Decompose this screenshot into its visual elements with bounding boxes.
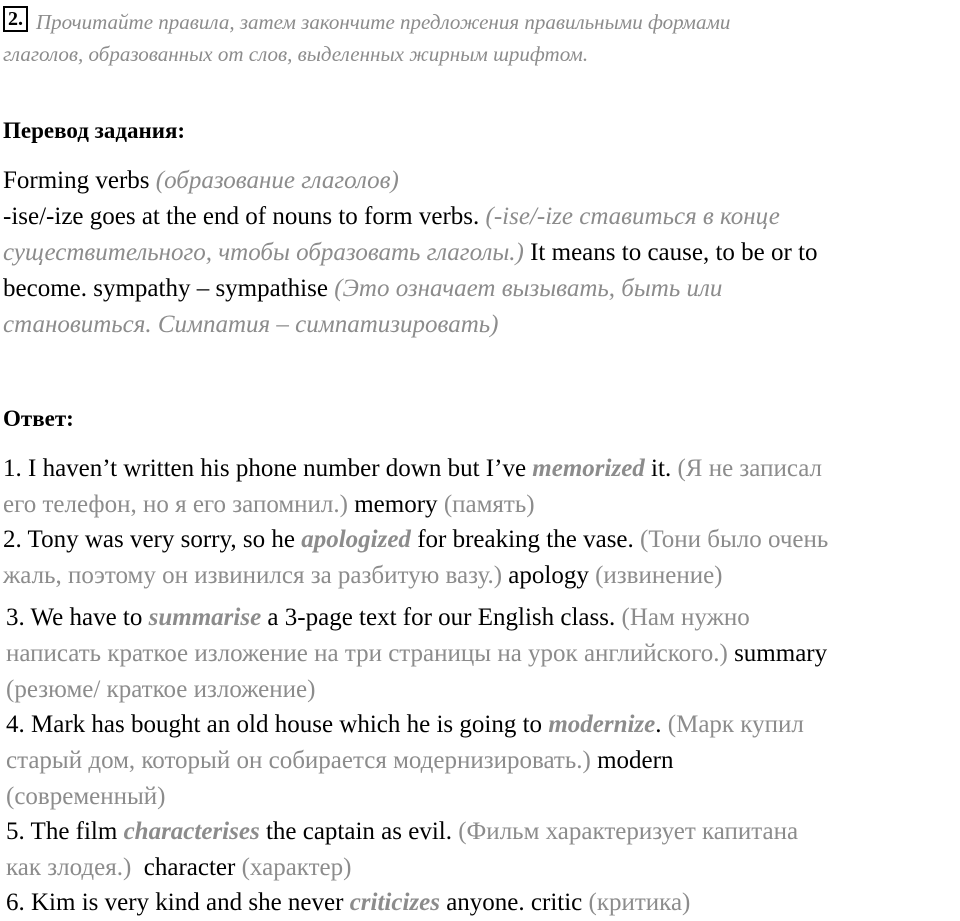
answer-line [3,522,960,558]
translation-en: become. sympathy – sympathise [3,275,335,302]
source-word-translation: (извинение) [588,562,723,589]
translation-ru: жаль, поэтому он извинился за разбитую вазу.) [3,562,503,589]
translation-ru: (Нам нужно [615,604,750,631]
answer-item-3 [6,600,960,708]
sentence-text: 6. Kim is very kind and she never [6,889,350,916]
source-word: summary [727,640,828,667]
source-word: apology [502,562,589,589]
keyword: apologized [301,526,411,553]
answer-item-6 [6,885,960,921]
translation-text [3,163,958,343]
keyword: criticizes [349,889,440,916]
source-word: character [131,854,236,881]
translation-ru: (Тони было очень [633,526,829,553]
task-instruction [3,6,953,70]
answer-item-2 [3,522,960,594]
sentence-text: for breaking the vase. [410,526,634,553]
source-word: modern [590,747,674,774]
sentence-text: the captain as evil. [259,818,452,845]
answer-line [3,558,960,594]
answer-item-4 [6,707,960,815]
translation-ru: (Я не записал [671,455,823,482]
translation-line-2 [3,199,958,235]
sentence-text: 5. The film [6,818,124,845]
translation-en: It means to cause, to be or to [523,239,818,266]
answer-item-1 [3,451,960,523]
translation-ru: его телефон, но я его запомнил.) [3,491,348,518]
translation-heading: Перевод задания: [3,118,186,143]
translation-line-5 [3,307,958,343]
translation-ru: (-ise/-ize ставиться в конце [485,203,780,230]
sentence-text: 3. We have to [6,604,149,631]
keyword: memorized [532,455,645,482]
source-word: memory [347,491,438,518]
keyword: modernize [548,711,656,738]
answer-item-5 [6,814,960,886]
translation-ru: (Это означает вызывать, быть или [334,275,723,302]
keyword: summarise [148,604,262,631]
answer-line [3,451,960,487]
translation-ru: (образование глаголов) [155,167,399,194]
translation-en: Forming verbs [3,167,156,194]
translation-ru: (Марк купил [661,711,804,738]
translation-line-3 [3,235,958,271]
answer-line [6,814,960,850]
translation-ru: написать краткое изложение на три страницы на урок английского.) [6,640,728,667]
task-line-1 [3,6,953,38]
answer-line [6,636,960,672]
keyword: characterises [123,818,260,845]
answer-line [6,850,960,886]
translation-line-4 [3,271,958,307]
translation-ru: существительного, чтобы образовать глаголы.) [3,239,524,266]
translation-ru: становиться. Симпатия – симпатизировать) [3,311,499,338]
source-word-translation: (память) [437,491,535,518]
task-number: 2. [3,6,28,32]
source-word-translation: (резюме/ краткое изложение) [6,676,316,703]
answer-line [6,672,960,708]
sentence-text: 4. Mark has bought an old house which he is going to [6,711,549,738]
task-text-1: Прочитайте правила, затем закончите предложения правильными формами [36,10,731,34]
sentence-text: . [655,711,662,738]
sentence-text: it. [644,455,672,482]
answer-line [6,707,960,743]
answer-heading: Ответ: [3,406,74,431]
translation-ru: как злодея.) [6,854,132,881]
sentence-text: a 3-page text for our English class. [261,604,616,631]
sentence-text: 1. I haven’t written his phone number down but I’ve [3,455,533,482]
answer-line [6,600,960,636]
translation-line-1 [3,163,958,199]
answer-line [6,885,960,921]
translation-en: -ise/-ize goes at the end of nouns to form verbs. [3,203,486,230]
answer-line [3,487,960,523]
sentence-text: anyone. critic [439,889,583,916]
answer-line [6,779,960,815]
translation-ru: (Фильм характеризует капитана [451,818,799,845]
source-word-translation: (критика) [582,889,691,916]
answer-line [6,743,960,779]
translation-ru: старый дом, который он собирается модернизировать.) [6,747,591,774]
task-text-2: глаголов, образованных от слов, выделенных жирным шрифтом. [3,42,589,66]
sentence-text: 2. Tony was very sorry, so he [3,526,302,553]
source-word-translation: (современный) [6,783,166,810]
source-word-translation: (характер) [235,854,352,881]
